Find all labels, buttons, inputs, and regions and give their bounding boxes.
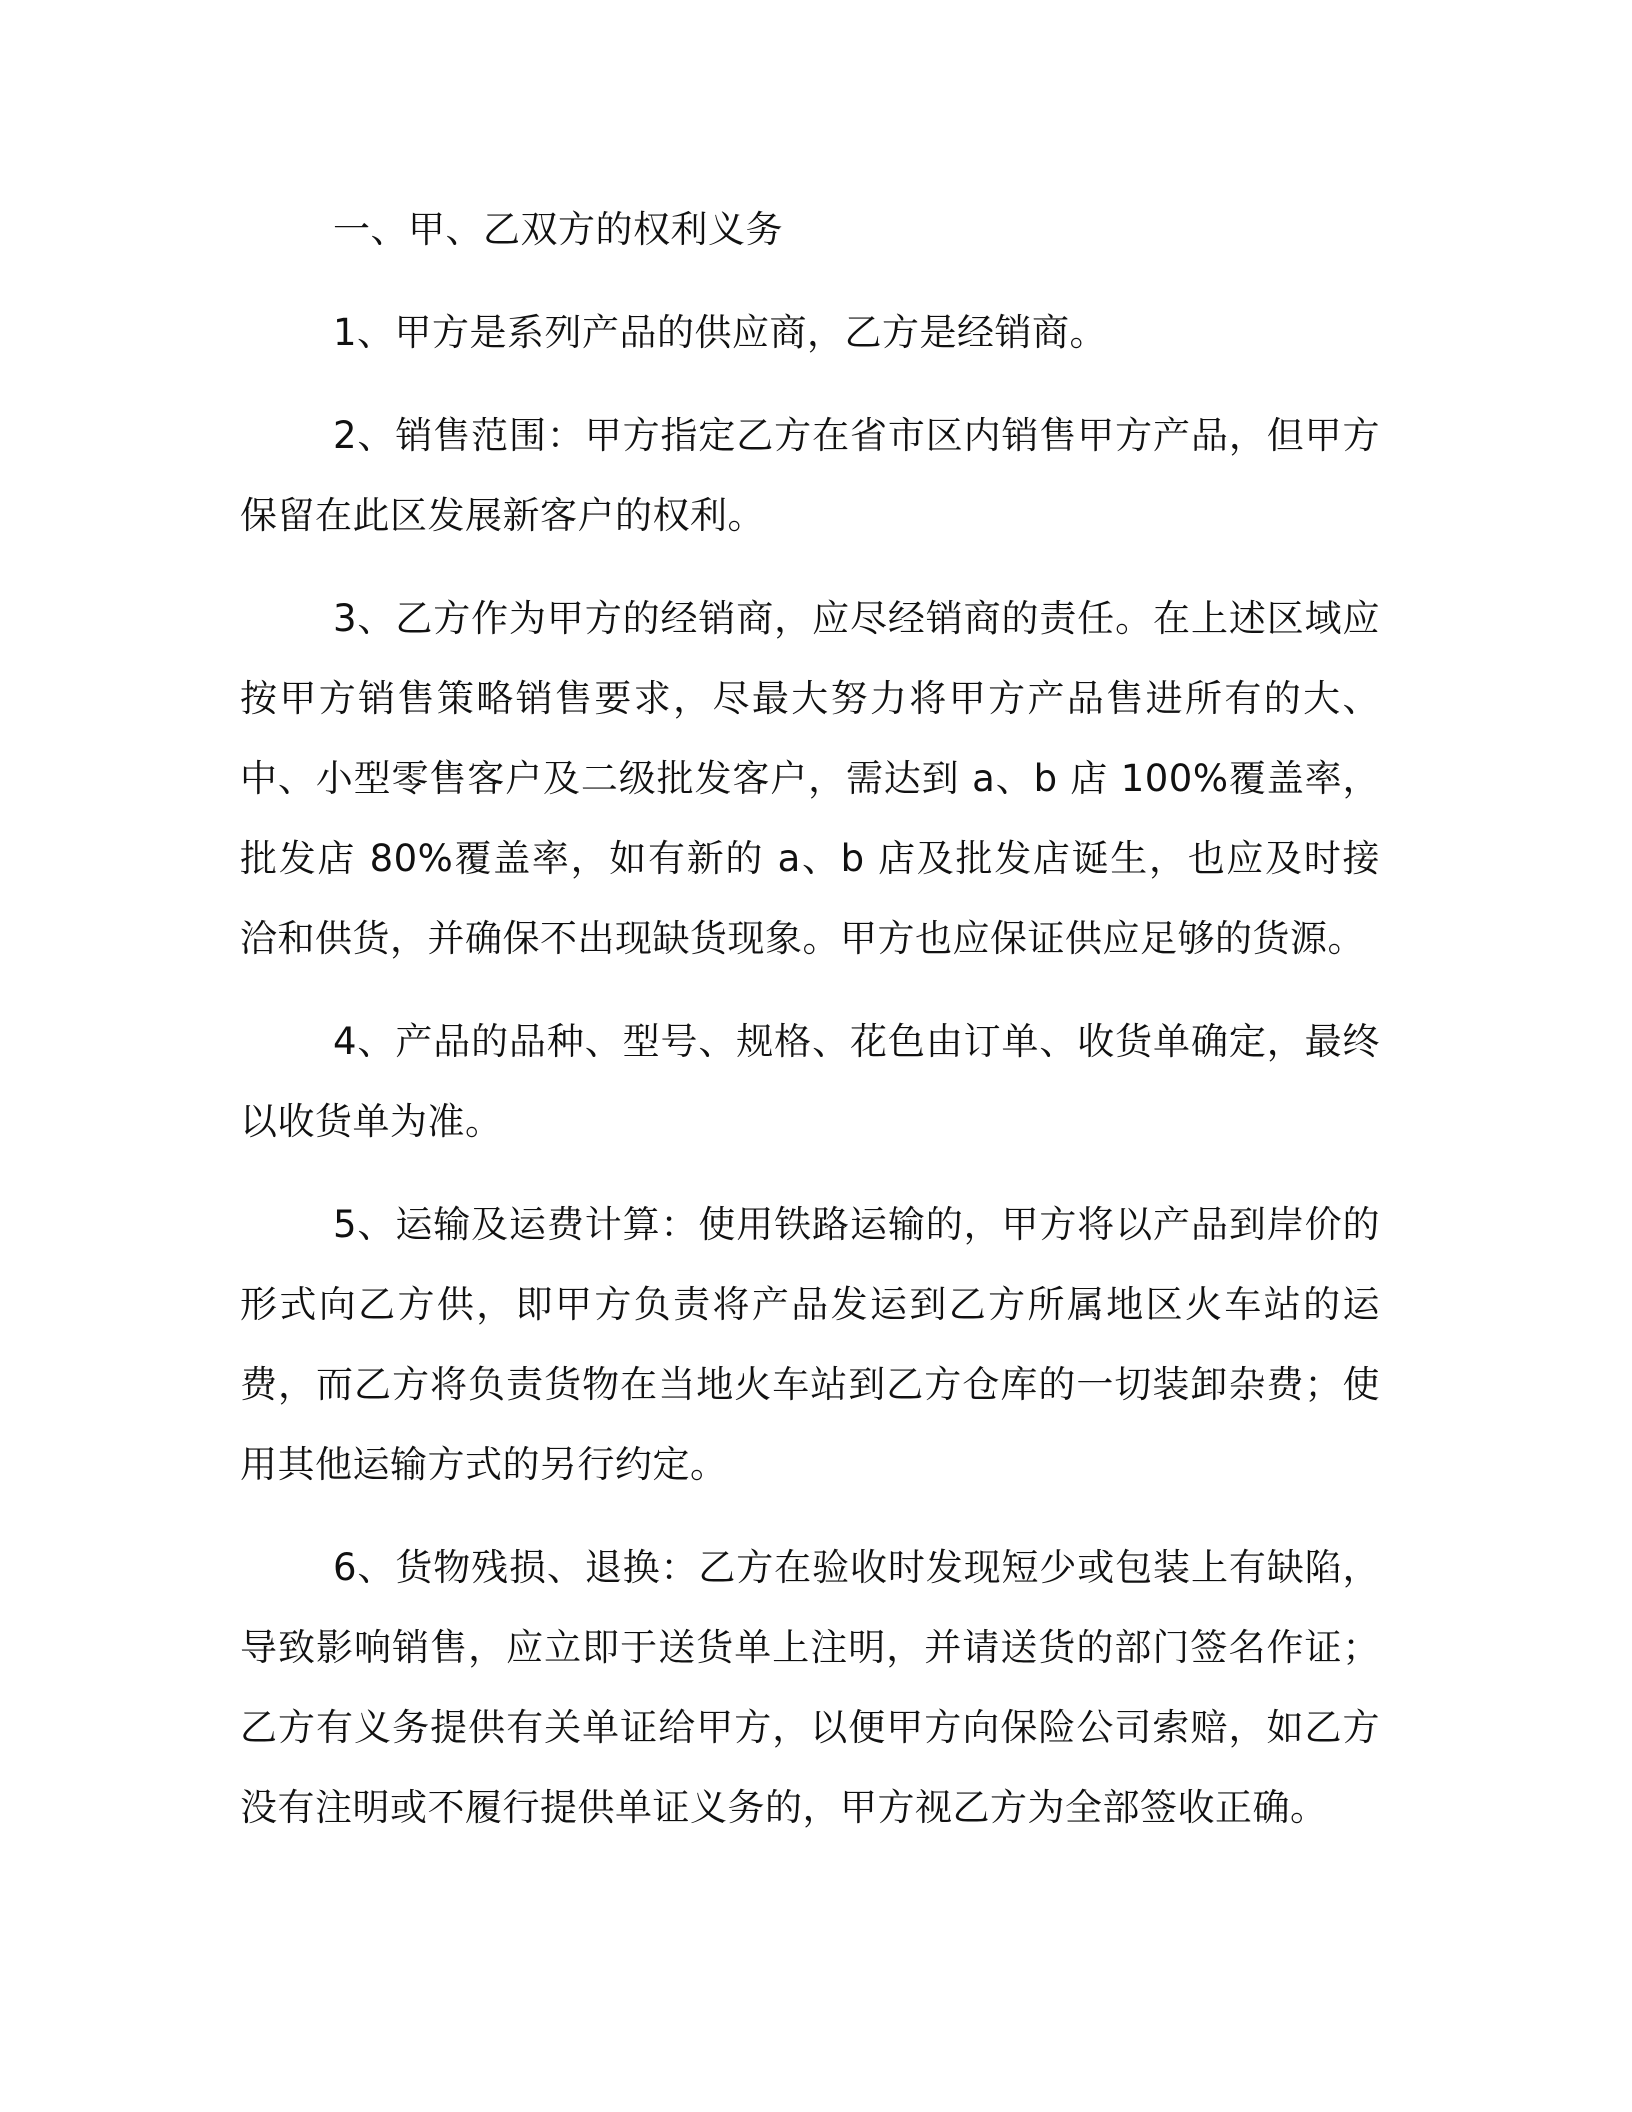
section-heading: 一、甲、乙双方的权利义务 (333, 208, 783, 251)
clause-4: 4、产品的品种、型号、规格、花色由订单、收货单确定，最终以收货单为准。 (240, 1020, 1380, 1143)
clause-3: 3、乙方作为甲方的经销商，应尽经销商的责任。在上述区域应按甲方销售策略销售要求，尽最大努力将甲方产品售进所有的大、中、小型零售客户及二级批发客户，需达到 a、b 店 100%覆盖率，批发店 80%覆盖率，如有新的 a、b 店及批发店诞生，也应及时接洽和供货，并确保不出现缺货现象。甲方也应保证供应足够的货源。 (240, 597, 1380, 960)
clause-5: 5、运输及运费计算：使用铁路运输的，甲方将以产品到岸价的形式向乙方供，即甲方负责将产品发运到乙方所属地区火车站的运费，而乙方将负责货物在当地火车站到乙方仓库的一切装卸杂费；使用其他运输方式的另行约定。 (240, 1203, 1380, 1486)
clause-6: 6、货物残损、退换：乙方在验收时发现短少或包装上有缺陷，导致影响销售，应立即于送货单上注明，并请送货的部门签名作证；乙方有义务提供有关单证给甲方，以便甲方向保险公司索赔，如乙方没有注明或不履行提供单证义务的，甲方视乙方为全部签收正确。 (240, 1546, 1380, 1829)
document-body (240, 190, 1380, 1871)
clause-2: 2、销售范围：甲方指定乙方在省市区内销售甲方产品，但甲方保留在此区发展新客户的权利。 (240, 414, 1380, 537)
clause-1: 1、甲方是系列产品的供应商，乙方是经销商。 (333, 311, 1108, 354)
